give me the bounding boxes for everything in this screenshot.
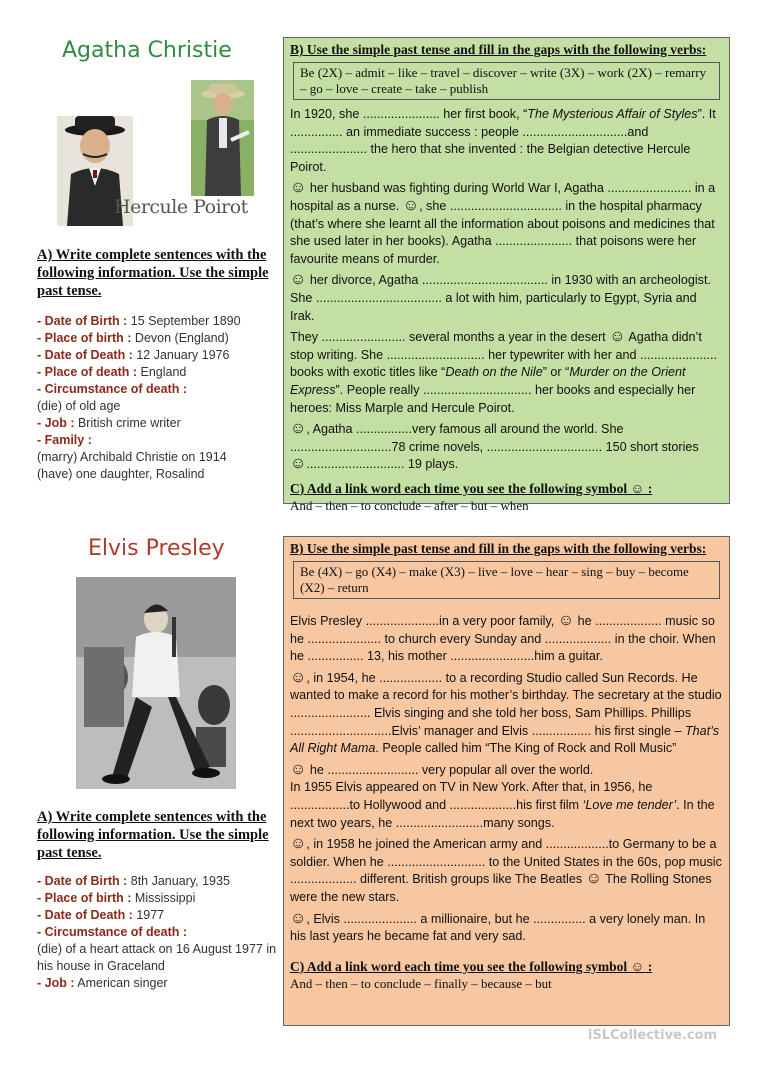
fact-row <box>37 449 277 466</box>
fact-label: - Date of Birth : <box>37 314 128 328</box>
agatha-link-words: And – then – to conclude – after – but – when <box>290 497 529 513</box>
fact-row <box>37 415 277 432</box>
fact-label: - Place of birth : <box>37 331 132 345</box>
smiley-icon: ☺ <box>402 196 420 214</box>
elvis-section-a-heading: A) Write complete sentences with the following information. Use the simple past tense. <box>37 809 269 861</box>
elvis-paragraph-2: ☺, in 1954, he .................. to a recording Studio called Sun Records. He wanted to make a record for his mother’s birthday. The secretary at the studio ....................... Elvis singing and she told her boss, Sam Phillips. Phillips .............................Elvis’ manager and Elvis ................. his first single – That’s All Right Mama. People called him “The King of Rock and Roll Music” <box>290 668 722 756</box>
fact-row <box>37 941 277 975</box>
smiley-icon: ☺ <box>290 835 307 853</box>
smiley-icon: ☺ <box>290 271 307 289</box>
agatha-section-a-heading: A) Write complete sentences with the following information. Use the simple past tense. <box>37 247 269 299</box>
elvis-paragraph-1: Elvis Presley .....................in a very poor family, ☺ he ................... music so he ..................... to church every Sunday and ................... in the choir. When he ................ 13, his mother ........................him a guitar. <box>290 612 716 664</box>
fact-value: Devon (England) <box>131 331 229 345</box>
elvis-section-c-heading: C) Add a link word each time you see the following symbol <box>290 958 631 974</box>
fact-row <box>37 330 277 347</box>
fact-label: - Date of Birth : <box>37 874 128 888</box>
fact-value: 15 September 1890 <box>127 314 241 328</box>
elvis-title: Elvis Presley <box>88 536 225 561</box>
smiley-icon: ☺ <box>290 668 307 686</box>
agatha-section-b-box <box>283 37 730 513</box>
elvis-paragraph-3: ☺ he .......................... very popular all over the world. <box>290 760 594 778</box>
fact-row <box>37 890 277 907</box>
fact-value: Mississippi <box>131 891 196 905</box>
agatha-section-b-heading: B) Use the simple past tense and fill in the gaps with the following verbs: <box>290 42 707 57</box>
fact-value: (die) of old age <box>37 399 121 413</box>
fact-value: 8th January, 1935 <box>127 874 230 888</box>
smiley-icon: ☺ <box>290 760 307 778</box>
agatha-title: Agatha Christie <box>62 38 232 63</box>
agatha-paragraph-2: ☺ her husband was fighting during World War I, Agatha ........................ in a hospital as a nurse. ☺, she ................................ in the hospital pharmacy (that’s where she learnt all the information about poisons and medicines that she used later in her books). Agatha ...................... that poisons were her favourite means of murder. <box>290 179 716 266</box>
smiley-icon: ☺ <box>290 179 307 197</box>
fact-row <box>37 432 277 449</box>
fact-value: British crime writer <box>74 416 181 430</box>
fact-row <box>37 924 277 941</box>
elvis-paragraph-4: In 1955 Elvis appeared on TV in New York. After that, in 1956, he .................to Hollywood and ...................his first film ‘Love me tender’. In the next two years, he .........................many songs. <box>290 780 715 830</box>
fact-row <box>37 975 277 992</box>
smiley-icon: ☺ <box>630 480 645 496</box>
poirot-caption: Hercule Poirot <box>114 196 248 218</box>
fact-row <box>37 364 277 381</box>
fact-row <box>37 873 277 890</box>
elvis-paragraph-5: ☺, in 1958 he joined the American army and ..................to Germany to be a soldier. When he ............................ to the United States in the 60s, pop music ................... different. British groups like The Beatles ☺ The Rolling Stones were the new stars. <box>290 835 722 904</box>
smiley-icon: ☺ <box>290 420 307 438</box>
agatha-paragraph-1: In 1920, she ...................... her first book, “The Mysterious Affair of Styles”. It ............... an immediate success : people ..............................and ...................... the hero that she invented : the Belgian detective Hercule Poirot. <box>290 107 716 174</box>
poirot-photo-full <box>191 80 254 196</box>
agatha-paragraph-5: ☺, Agatha ................very famous all around the world. She .............................78 crime novels, ................................. 150 short stories ☺............................ 19 plays. <box>290 420 699 473</box>
fact-label: - Family : <box>37 433 92 447</box>
smiley-icon: ☺ <box>630 958 645 974</box>
fact-label: - Place of death : <box>37 365 138 379</box>
fact-row <box>37 381 277 398</box>
fact-value: American singer <box>74 976 168 990</box>
elvis-section-c: C) Add a link word each time you see the following symbol ☺ : And – then – to conclude – finally – because – but <box>290 958 723 992</box>
elvis-verb-list: Be (4X) – go (X4) – make (X3) – live – love – hear – sing – buy – become (X2) – return <box>293 561 720 599</box>
fact-row <box>37 398 277 415</box>
fact-label: - Date of Death : <box>37 908 133 922</box>
elvis-photo <box>76 577 236 789</box>
watermark: iSLCollective.com <box>587 1028 717 1043</box>
fact-row <box>37 466 277 483</box>
fact-value: 12 January 1976 <box>132 348 230 362</box>
fact-row <box>37 907 277 924</box>
fact-value: (marry) Archibald Christie on 1914 <box>37 450 227 464</box>
fact-value: (die) of a heart attack on 16 August 1977 in his house in Graceland <box>37 942 277 973</box>
agatha-facts-list <box>37 313 277 483</box>
agatha-section-c-heading: C) Add a link word each time you see the following symbol <box>290 480 631 496</box>
fact-row <box>37 347 277 364</box>
fact-label: - Circumstance of death : <box>37 382 188 396</box>
smiley-icon: ☺ <box>609 328 626 346</box>
fact-value: England <box>137 365 187 379</box>
smiley-icon: ☺ <box>290 909 307 927</box>
agatha-verb-list: Be (2X) – admit – like – travel – discover – write (3X) – work (2X) – remarry – go – love – create – take – publish <box>293 62 720 100</box>
agatha-paragraph-4: They ........................ several months a year in the desert ☺ Agatha didn’t stop writing. She ............................ her typewriter with her and ...................... books with exotic titles like “Death on the Nile” or “Murder on the Orient Express”. People really ............................... her books and especially her heroes: Miss Marple and Hercule Poirot. <box>290 328 717 415</box>
smiley-icon: ☺ <box>585 870 602 888</box>
elvis-section-b-box <box>283 536 730 1026</box>
fact-value: (have) one daughter, Rosalind <box>37 467 205 481</box>
fact-label: - Job : <box>37 976 75 990</box>
fact-label: - Circumstance of death : <box>37 925 188 939</box>
smiley-icon: ☺ <box>290 455 307 473</box>
elvis-facts-list <box>37 873 277 992</box>
fact-label: - Place of birth : <box>37 891 132 905</box>
elvis-link-words: And – then – to conclude – finally – because – but <box>290 975 552 991</box>
fact-label: - Date of Death : <box>37 348 133 362</box>
fact-value: 1977 <box>132 908 165 922</box>
smiley-icon: ☺ <box>557 612 575 629</box>
elvis-paragraph-6: ☺, Elvis ..................... a millionaire, but he ............... a very lonely man. In his last years he became fat and very sad. <box>290 909 706 944</box>
fact-label: - Job : <box>37 416 75 430</box>
agatha-paragraph-3: ☺ her divorce, Agatha .................................... in 1930 with an archeologist. She .................................... a lot with him, particularly to Egypt, Syria and Irak. <box>290 271 711 323</box>
fact-row <box>37 313 277 330</box>
agatha-section-c: C) Add a link word each time you see the following symbol ☺ : And – then – to conclude – after – but – when <box>290 480 723 514</box>
elvis-section-b-heading: B) Use the simple past tense and fill in the gaps with the following verbs: <box>290 541 707 556</box>
